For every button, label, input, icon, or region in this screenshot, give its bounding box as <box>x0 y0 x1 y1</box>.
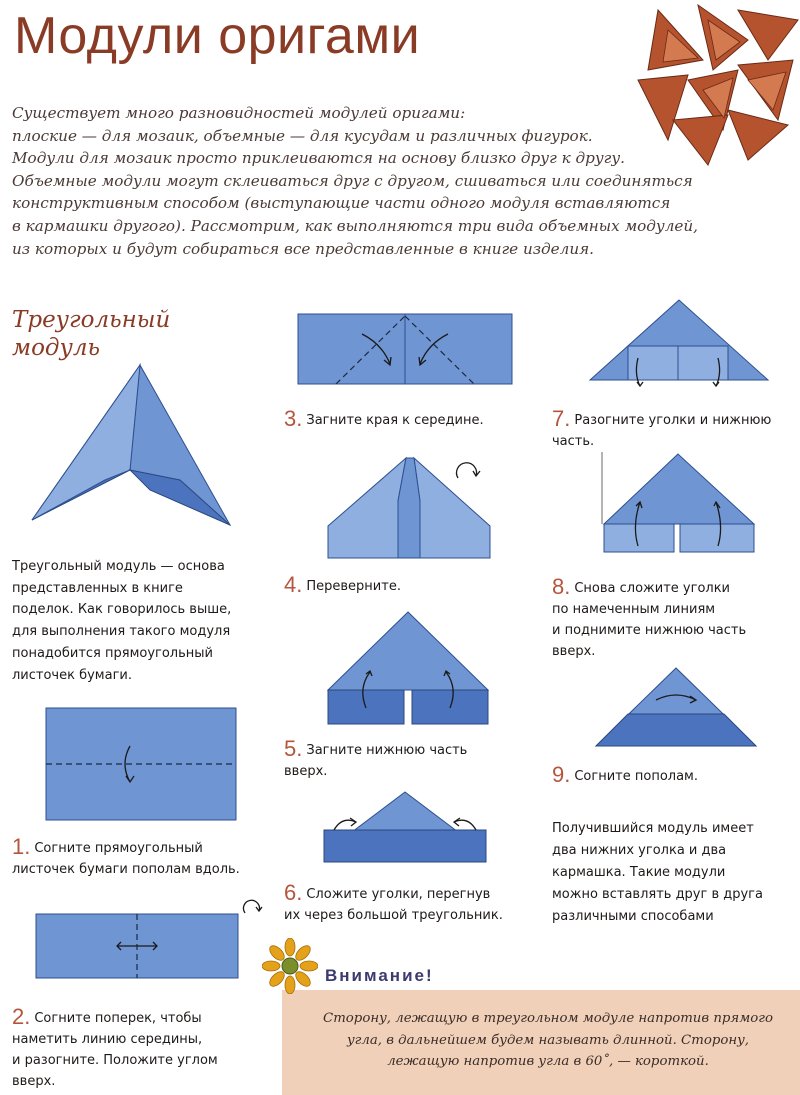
step-9-illustration <box>594 666 758 750</box>
step-line: по намеченным линиям <box>552 602 716 617</box>
step-line: Снова сложите уголки <box>574 581 731 596</box>
step-line: вверх. <box>552 644 596 659</box>
step-number: 7. <box>552 406 571 431</box>
note-line: лежащую напротив угла в 60˚, — короткой. <box>387 1054 709 1069</box>
step-3-illustration <box>296 312 516 388</box>
step-4-text <box>284 574 401 597</box>
step-8-illustration <box>600 452 758 556</box>
step-number: 8. <box>552 574 571 599</box>
result-line: два нижних уголка и два <box>552 843 727 858</box>
step-9-text <box>552 764 698 787</box>
step-line: Согните пополам. <box>574 769 698 784</box>
description-line: для выполнения такого модуля <box>12 624 231 640</box>
note-text <box>308 1008 788 1073</box>
step-line: листочек бумаги пополам вдоль. <box>12 862 240 877</box>
step-line: и разогните. Положите углом <box>12 1053 218 1068</box>
step-1-text <box>12 836 240 880</box>
result-paragraph <box>552 818 763 928</box>
intro-line: Существует много разновидностей модулей оригами: <box>12 104 466 122</box>
intro-line: Объемные модули могут склеиваться друг с другом, сшиваться или соединяться <box>12 171 693 190</box>
step-7-text <box>552 408 771 452</box>
section-description <box>12 556 231 686</box>
description-line: поделок. Как говорилось выше, <box>12 602 232 618</box>
flip-icon <box>452 456 484 486</box>
intro-line: конструктивным способом (выступающие части одного модуля вставляются <box>12 194 671 213</box>
step-5-illustration <box>326 610 490 728</box>
step-number: 5. <box>284 736 303 761</box>
intro-paragraph <box>12 102 732 260</box>
step-6-illustration <box>322 790 488 866</box>
step-line: Загните края к середине. <box>306 413 484 428</box>
step-line: наметить линию середины, <box>12 1032 203 1047</box>
step-6-text <box>284 882 503 926</box>
step-number: 6. <box>284 880 303 905</box>
intro-line: Модули для мозаик просто приклеиваются на основу близко друг к другу. <box>12 149 625 168</box>
step-line: вверх. <box>12 1074 56 1089</box>
step-line: и поднимите нижнюю часть <box>552 623 747 638</box>
description-line: Треугольный модуль — основа <box>12 559 225 574</box>
step-2-text <box>12 1006 218 1092</box>
flip-icon <box>240 895 266 921</box>
step-8-text <box>552 576 746 662</box>
step-number: 3. <box>284 406 303 431</box>
step-2-illustration <box>34 912 242 982</box>
step-5-text <box>284 738 467 782</box>
step-line: Загните нижнюю часть <box>306 743 468 758</box>
step-line: их через большой треугольник. <box>284 908 503 923</box>
section-heading <box>12 306 170 362</box>
step-line: Согните поперек, чтобы <box>34 1011 202 1026</box>
step-line: Разогните уголки и нижнюю <box>574 413 772 428</box>
intro-line: плоские — для мозаик, объемные — для кусудам и различных фигурок. <box>12 126 593 145</box>
page-title: Модули оригами <box>14 7 421 65</box>
step-line: часть. <box>552 434 595 449</box>
step-3-text <box>284 408 484 431</box>
intro-line: из которых и будут собираться все представленные в книге изделия. <box>12 239 594 258</box>
section-heading-line2: модуль <box>12 335 101 361</box>
intro-line: в кармашки другого). Рассмотрим, как выполняются три вида объемных модулей, <box>12 216 699 235</box>
finished-module-illustration <box>30 360 235 530</box>
result-line: различными способами <box>552 909 714 924</box>
section-heading-line1: Треугольный <box>12 307 171 333</box>
flower-icon <box>262 938 318 994</box>
note-line: Сторону, лежащую в треугольном модуле напротив прямого <box>323 1011 773 1026</box>
result-line: можно вставлять друг в друга <box>552 887 763 902</box>
step-number: 4. <box>284 572 303 597</box>
result-line: Получившийся модуль имеет <box>552 821 754 836</box>
result-line: кармашка. Такие модули <box>552 865 726 880</box>
step-line: Сложите уголки, перегнув <box>306 887 491 902</box>
description-line: листочек бумаги. <box>12 667 132 683</box>
step-number: 9. <box>552 762 571 787</box>
step-line: вверх. <box>284 764 328 779</box>
step-line: Переверните. <box>306 579 401 594</box>
step-number: 1. <box>12 834 31 859</box>
step-number: 2. <box>12 1004 31 1029</box>
step-line: Согните прямоугольный <box>34 841 203 856</box>
description-line: представленных в книге <box>12 580 183 596</box>
description-line: понадобится прямоугольный <box>12 645 213 661</box>
step-7-illustration <box>588 298 770 388</box>
note-heading: Внимание! <box>325 966 434 985</box>
step-1-illustration <box>44 706 240 826</box>
note-line: угла, в дальнейшем будем называть длинной. Сторону, <box>346 1032 750 1048</box>
